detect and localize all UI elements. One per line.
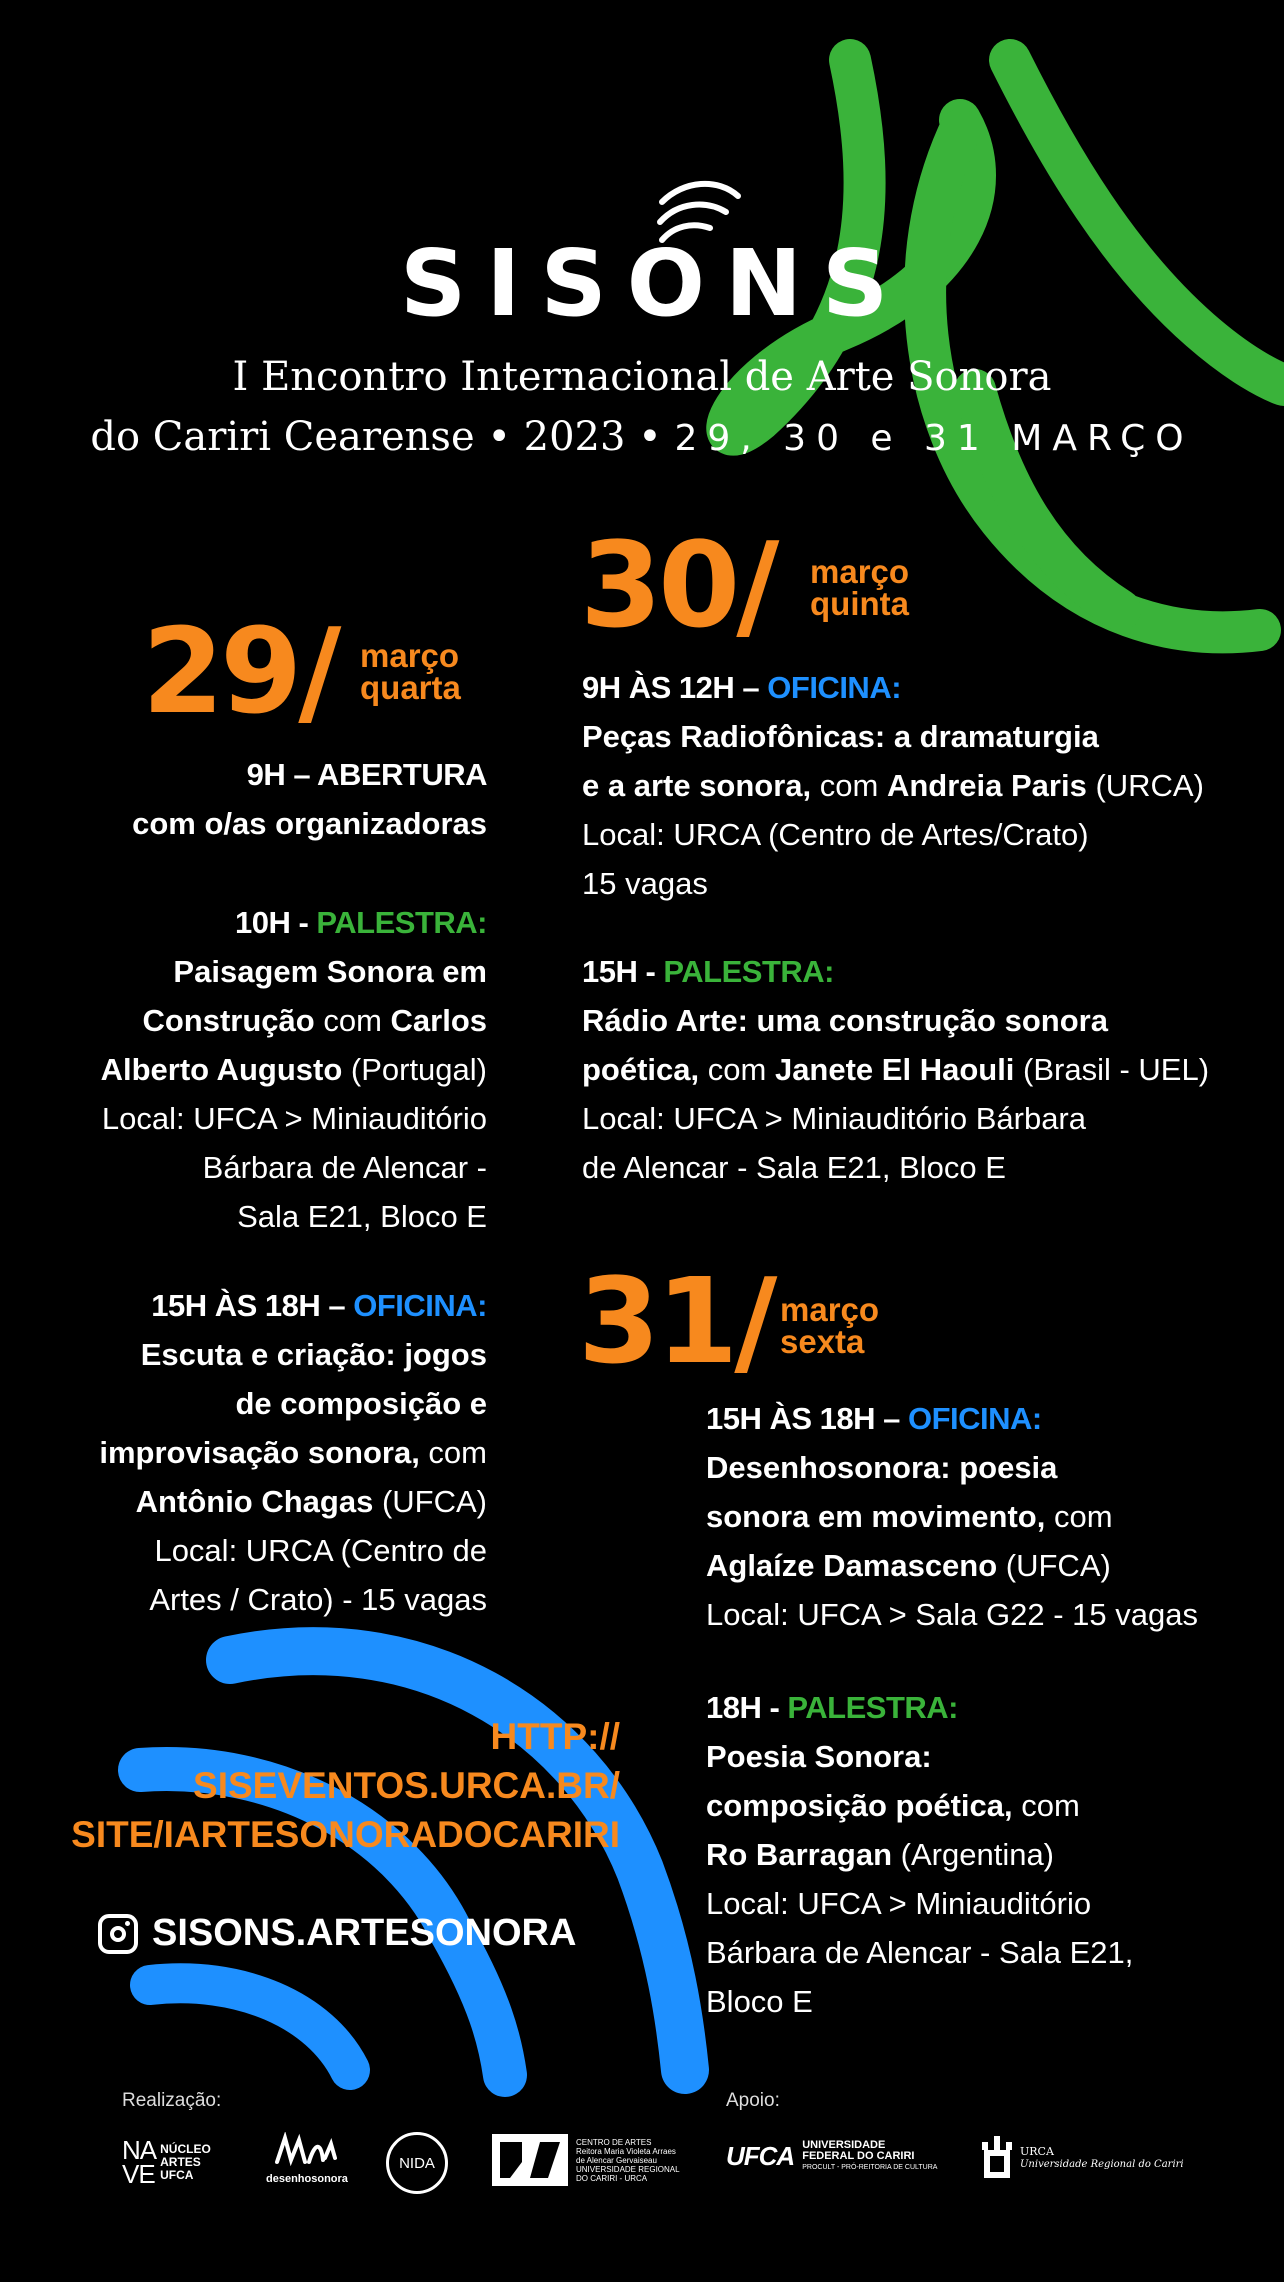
event-region-year: do Cariri Cearense • 2023 • xyxy=(90,414,662,460)
sound-waves-icon xyxy=(652,178,742,248)
event-time-header: 9H ÀS 12H – OFICINA: xyxy=(582,670,902,705)
event-website-link[interactable]: HTTP:// SISEVENTOS.URCA.BR/ SITE/IARTESONORADOCARIRI xyxy=(71,1716,620,1855)
day-30-workshop: 9H ÀS 12H – OFICINA: Peças Radiofônicas: a dramaturgia e a arte sonora, com Andreia Paris (URCA) Local: URCA (Centro de Artes/Crato) 15 vagas xyxy=(582,663,1242,908)
day-31-label xyxy=(780,1291,880,1360)
instagram-handle[interactable]: SISONS.ARTESONORA xyxy=(98,1912,576,1955)
green-ribbon-shape xyxy=(727,60,1284,632)
day-30-month: março xyxy=(810,553,910,590)
opening-subtitle: com o/as organizadoras xyxy=(132,806,487,841)
day-29-opening xyxy=(40,750,487,848)
day-30-number: 30/ xyxy=(580,516,776,654)
day-29-number: 29/ xyxy=(142,602,338,740)
logo-text: SISONS xyxy=(400,230,909,337)
sisons-logo xyxy=(400,230,909,337)
realizacao-label: Realização: xyxy=(122,2090,222,2111)
centro-de-artes-logo: CENTRO DE ARTES Reitora Maria Violeta Arraes de Alencar Gervaiseau UNIVERSIDADE REGIONAL DO CARIRI - URCA xyxy=(492,2134,680,2186)
day-29-month: março xyxy=(360,637,460,674)
event-days: 29, 30 e 31 MARÇO xyxy=(674,418,1194,459)
apoio-label: Apoio: xyxy=(726,2090,780,2111)
scribble-icon xyxy=(271,2132,341,2168)
day-29-workshop: 15H ÀS 18H – OFICINA: Escuta e criação: jogos de composição e improvisação sonora, com Antônio Chagas (UFCA) Local: URCA (Centro de Artes / Crato) - 15 vagas xyxy=(40,1281,487,1624)
nave-logo: NA VE NÚCLEO ARTES UFCA xyxy=(122,2135,211,2189)
day-30-lecture: 15H - PALESTRA: Rádio Arte: uma construção sonora poética, com Janete El Haouli (Brasil - UEL) Local: UFCA > Miniauditório Bárbara de Alencar - Sala E21, Bloco E xyxy=(582,947,1242,1192)
day-31-workshop: 15H ÀS 18H – OFICINA: Desenhosonora: poesia sonora em movimento, com Aglaíze Damasceno (UFCA) Local: UFCA > Sala G22 - 15 vagas xyxy=(706,1394,1266,1639)
day-30-label xyxy=(810,553,910,622)
day-31-weekday: sexta xyxy=(780,1323,865,1360)
instagram-icon xyxy=(98,1914,138,1954)
event-dates xyxy=(0,414,1284,460)
day-29-lecture: 10H - PALESTRA: Paisagem Sonora em Construção com Carlos Alberto Augusto (Portugal) Local: UFCA > Miniauditório Bárbara de Alencar - Sala E21, Bloco E xyxy=(40,898,487,1241)
event-time-header: 15H ÀS 18H – OFICINA: xyxy=(706,1401,1042,1436)
event-time-header: 15H - PALESTRA: xyxy=(582,954,835,989)
day-29-label xyxy=(360,637,461,706)
day-31-number: 31/ xyxy=(578,1252,774,1390)
urca-crest-icon xyxy=(980,2132,1014,2184)
event-time-header: 18H - PALESTRA: xyxy=(706,1690,959,1725)
event-time-header: 10H - PALESTRA: xyxy=(234,905,487,940)
event-subtitle: I Encontro Internacional de Arte Sonora xyxy=(232,354,1052,400)
day-30-weekday: quinta xyxy=(810,585,909,622)
day-31-lecture: 18H - PALESTRA: Poesia Sonora: composição poética, com Ro Barragan (Argentina) Local: UFCA > Miniauditório Bárbara de Alencar - Sala E21, Bloco E xyxy=(706,1683,1266,2026)
nida-logo: NIDA xyxy=(386,2132,448,2194)
event-time-header: 15H ÀS 18H – OFICINA: xyxy=(151,1288,487,1323)
desenhosonora-logo: desenhosonora xyxy=(266,2132,346,2185)
day-31-month: março xyxy=(780,1291,880,1328)
opening-title: 9H – ABERTURA xyxy=(246,757,487,792)
ufca-logo: UFCA UNIVERSIDADE FEDERAL DO CARIRI PROCULT - PRÓ-REITORIA DE CULTURA xyxy=(726,2139,938,2171)
day-29-weekday: quarta xyxy=(360,669,461,706)
centro-de-artes-mark-icon xyxy=(492,2134,568,2186)
urca-logo: URCA Universidade Regional do Cariri xyxy=(980,2132,1184,2184)
